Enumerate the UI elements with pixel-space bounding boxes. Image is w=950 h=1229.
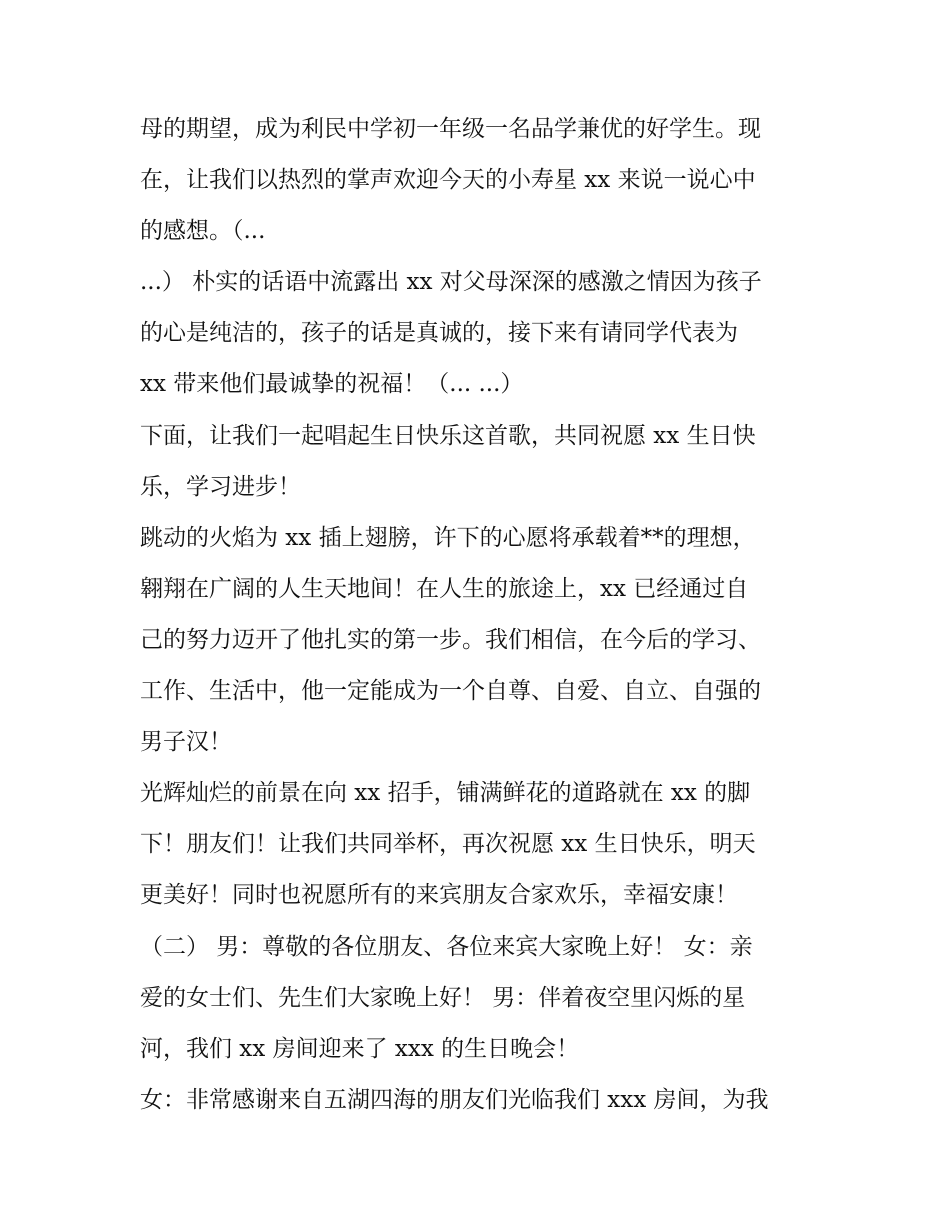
body-text xyxy=(140,104,820,1126)
text-line-14: 光辉灿烂的前景在向 xx 招手，铺满鲜花的道路就在 xx 的脚 xyxy=(140,780,751,807)
text-line-19: 河，我们 xx 房间迎来了 xxx 的生日晚会！ xyxy=(140,1035,580,1062)
text-line-2: 在，让我们以热烈的掌声欢迎今天的小寿星 xx 来说一说心中 xyxy=(140,167,756,194)
text-line-16: 更美好！同时也祝愿所有的来宾朋友合家欢乐，幸福安康！ xyxy=(140,882,738,909)
text-line-1: 母的期望，成为利民中学初一年级一名品学兼优的好学生。现 xyxy=(140,116,761,142)
text-line-11: 己的努力迈开了他扎实的第一步。我们相信，在今后的学习、 xyxy=(140,626,761,653)
text-line-13: 男子汉！ xyxy=(140,729,232,756)
text-line-12: 工作、生活中，他一定能成为一个自尊、自爱、自立、自强的 xyxy=(140,678,761,705)
text-line-7: 下面，让我们一起唱起生日快乐这首歌，共同祝愿 xx 生日快 xyxy=(140,422,756,449)
text-line-9: 跳动的火焰为 xx 插上翅膀，许下的心愿将承载着**的理想， xyxy=(140,524,756,551)
text-line-6: xx 带来他们最诚挚的祝福！（... ...） xyxy=(140,371,524,398)
text-line-10: 翱翔在广阔的人生天地间！在人生的旅途上，xx 已经通过自 xyxy=(140,575,749,602)
text-line-5: 的心是纯洁的，孩子的话是真诚的，接下来有请同学代表为 xyxy=(140,320,738,347)
text-line-15: 下！朋友们！让我们共同举杯，再次祝愿 xx 生日快乐，明天 xyxy=(140,831,756,858)
text-line-20: 女：非常感谢来自五湖四海的朋友们光临我们 xxx 房间，为我 xyxy=(140,1086,769,1113)
text-line-18: 爱的女士们、先生们大家晚上好！ 男：伴着夜空里闪烁的星 xyxy=(140,984,746,1011)
text-line-4: ...） 朴实的话语中流露出 xx 对父母深深的感激之情因为孩子 xyxy=(140,269,762,296)
text-line-17: （二） 男：尊敬的各位朋友、各位来宾大家晚上好！ 女：亲 xyxy=(140,933,753,960)
text-line-3: 的感想。（... xyxy=(140,218,266,245)
text-line-8: 乐，学习进步！ xyxy=(140,473,301,500)
